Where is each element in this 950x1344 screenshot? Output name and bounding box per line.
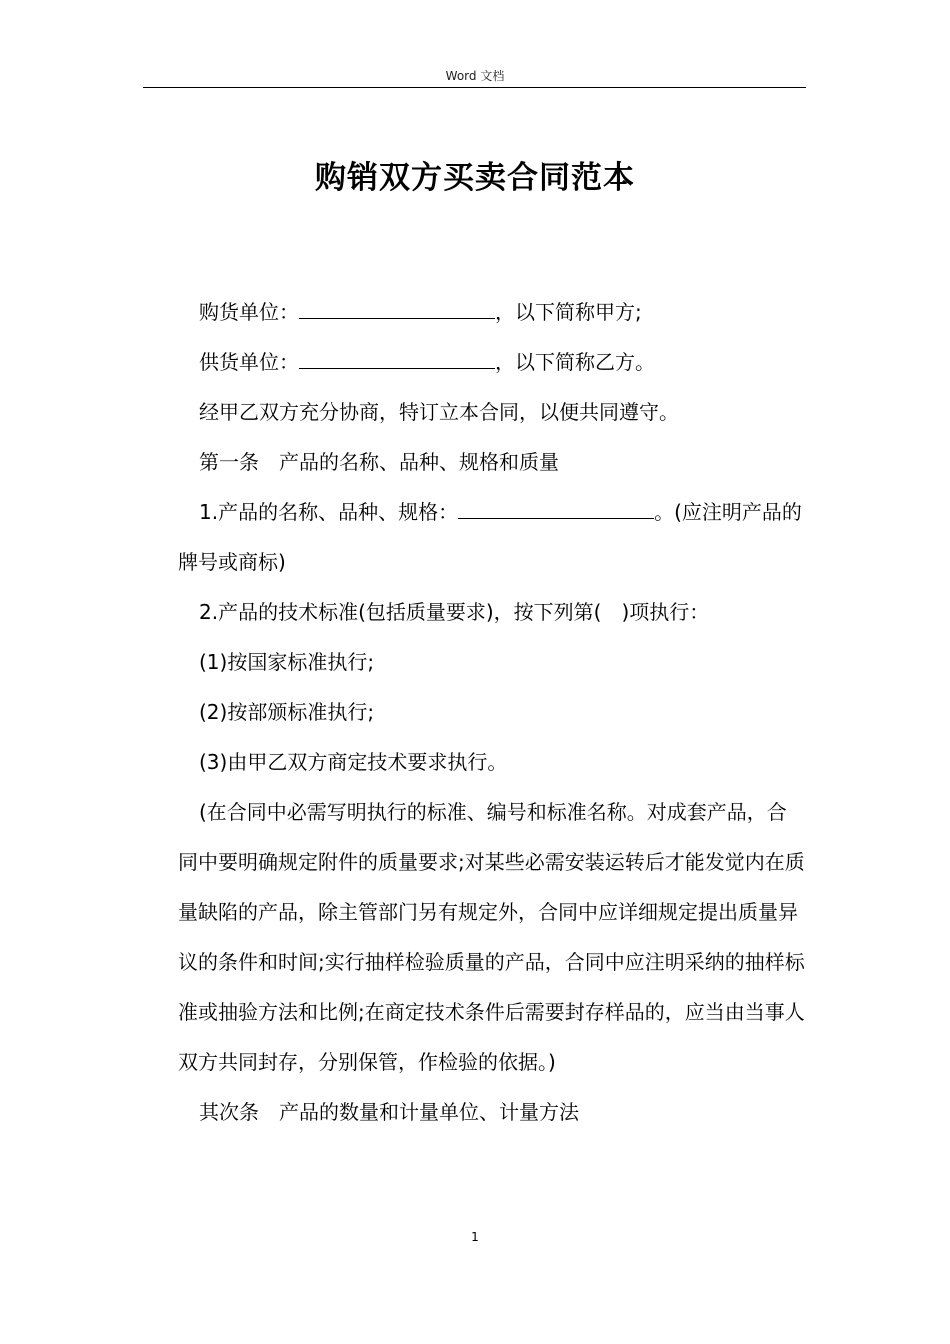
buyer-line [178,287,806,337]
page-header: Word 文档 [445,69,505,83]
item1-prefix: 1.产品的名称、品种、规格： [199,500,459,524]
item1-paragraph [178,487,806,587]
buyer-blank[interactable] [299,300,495,319]
item2-paragraph: 2.产品的技术标准(包括质量要求)，按下列第( )项执行： [199,600,710,624]
article2-heading: 其次条 产品的数量和计量单位、计量方法 [199,1100,579,1124]
item1-blank[interactable] [458,500,654,519]
supplier-label: 供货单位： [199,350,299,374]
buyer-label: 购货单位： [199,300,299,324]
buyer-suffix: ，以下简称甲方; [495,300,642,324]
document-body [178,287,806,1137]
page-number: 1 [471,1230,479,1244]
option1-paragraph: (1)按国家标准执行; [199,650,375,674]
article1-heading: 第一条 产品的名称、品种、规格和质量 [199,450,559,474]
supplier-suffix: ，以下简称乙方。 [495,350,655,374]
header-divider [143,87,806,88]
option2-paragraph: (2)按部颁标准执行; [199,700,375,724]
option3-paragraph: (3)由甲乙双方商定技术要求执行。 [199,750,508,774]
supplier-line [178,337,806,387]
document-title: 购销双方买卖合同范本 [315,160,635,196]
intro-paragraph: 经甲乙双方充分协商，特订立本合同，以便共同遵守。 [199,400,679,424]
supplier-blank[interactable] [299,350,495,369]
item1-suffix: 。(应注明产品的牌号或商标) [178,500,802,574]
note-paragraph: (在合同中必需写明执行的标准、编号和标准名称。对成套产品，合同中要明确规定附件的质量要求;对某些必需安装运转后才能发觉内在质量缺陷的产品，除主管部门另有规定外，合同中应详细规定提出质量异议的条件和时间;实行抽样检验质量的产品，合同中应注明采纳的抽样标准或抽验方法和比例;在商定技术条件后需要封存样品的，应当由当事人双方共同封存，分别保管，作检验的依据。) [178,800,805,1074]
